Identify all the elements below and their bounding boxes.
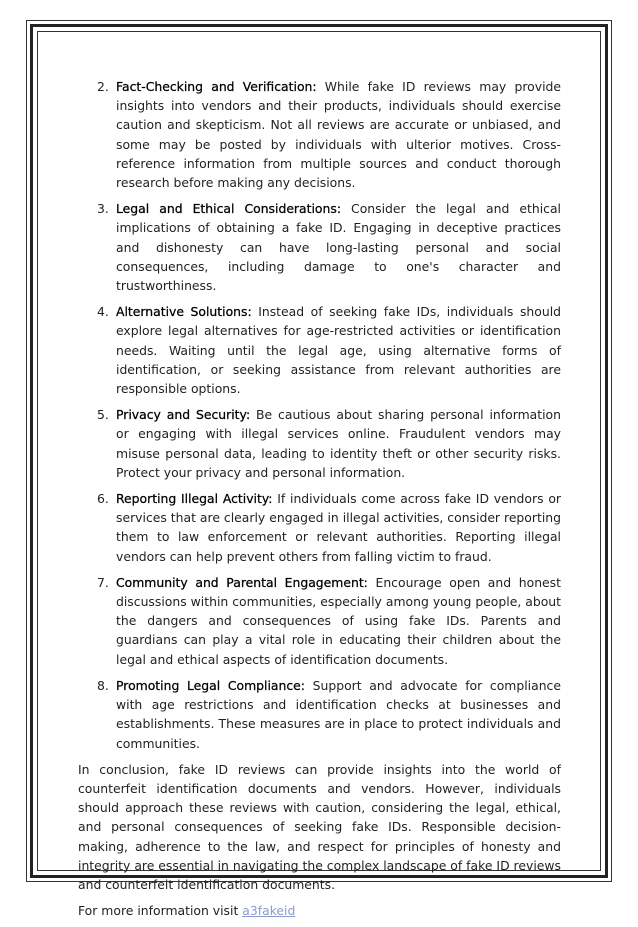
item-heading: Community and Parental Engagement: [116,574,368,590]
item-number: 4. [97,304,109,320]
item-heading: Promoting Legal Compliance: [116,677,305,693]
more-info-text: For more information visit [78,903,243,919]
item-number: 7. [97,574,109,590]
item-heading: Fact-Checking and Verification: [116,79,317,94]
a3fakeid-link[interactable]: a3fakeid [242,903,296,919]
list-item [78,405,561,482]
list-item [78,676,561,753]
item-heading: Legal and Ethical Considerations: [116,201,341,217]
item-body: Support and advocate for compliance with age restrictions and identification checks at businesses and establishments. These measures are in place to protect individuals and communities. [116,677,561,751]
item-heading: Privacy and Security: [116,407,251,423]
item-body: Encourage open and honest discussions within communities, especially among young people, about the dangers and consequences of using fake IDs. Parents and guardians can play a vital role in educating their children about the legal and ethical aspects of identification documents. [116,574,561,667]
more-info-line [78,901,561,920]
conclusion-paragraph: In conclusion, fake ID reviews can provide insights into the world of counterfeit identification documents and vendors. However, individuals should approach these reviews with caution, considering the legal, ethical, and personal consequences of seeking fake IDs. Responsible decision-making, adherence to the law, and respect for principles of honesty and integrity are essential in navigating the complex landscape of fake ID reviews and counterfeit identification documents. [78,761,561,892]
item-number: 5. [97,407,109,423]
numbered-list [78,77,561,753]
item-number: 8. [97,677,109,693]
item-number: 2. [97,79,109,94]
list-item [78,199,561,295]
item-heading: Reporting Illegal Activity: [116,491,273,507]
item-body: While fake ID reviews may provide insights into vendors and their products, individuals should exercise caution and skepticism. Not all reviews are accurate or unbiased, and some may be posted by individuals with ulterior motives. Cross-reference information from multiple sources and conduct thorough research before making any decisions. [116,79,561,191]
item-number: 6. [97,491,109,507]
list-item [78,77,561,192]
item-body: Be cautious about sharing personal information or engaging with illegal services online. Fraudulent vendors may misuse personal data, leading to identity theft or other security risks. Protect your privacy and personal information. [116,407,561,480]
item-heading: Alternative Solutions: [116,304,252,320]
list-item [78,489,561,566]
item-body: Consider the legal and ethical implications of obtaining a fake ID. Engaging in deceptive practices and dishonesty can have long-lasting personal and social consequences, including damage to one's character and trustworthiness. [116,201,561,294]
item-body: Instead of seeking fake IDs, individuals should explore legal alternatives for age-restricted activities or identification needs. Waiting until the legal age, using alternative forms of identification, or seeking assistance from relevant authorities are responsible options. [116,304,561,397]
item-body: If individuals come across fake ID vendors or services that are clearly engaged in illegal activities, consider reporting them to law enforcement or relevant authorities. Reporting illegal vendors can help prevent others from falling victim to fraud. [116,491,561,564]
document-body [78,77,561,927]
list-item [78,573,561,669]
item-number: 3. [97,201,109,217]
list-item [78,302,561,398]
